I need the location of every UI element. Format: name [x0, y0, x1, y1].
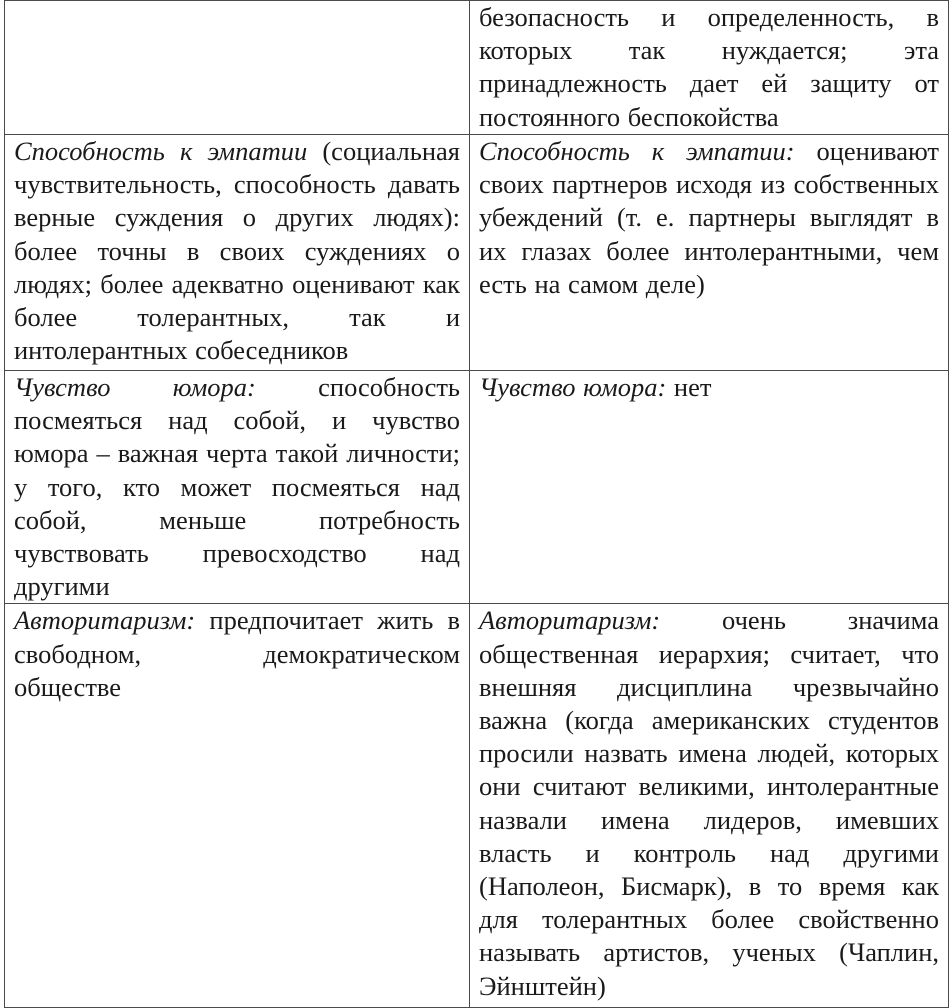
table-row-authoritarianism: [5, 604, 949, 1008]
table-cell-left: [5, 371, 470, 604]
cell-term: Авторитаризм:: [14, 605, 196, 636]
comparison-table: [4, 0, 949, 1008]
table-cell-left: [5, 604, 470, 1008]
cell-text: оценивают своих партнеров исходя из собственных убеждений (т. е. партнеры выглядят в их глазах более интолерантными, чем есть на самом деле): [479, 136, 939, 299]
table-cell-right: [470, 135, 949, 371]
cell-term: Способность к эмпатии: [14, 136, 308, 166]
cell-text: очень значима общественная иерархия; считает, что внешняя дисциплина чрезвычайно важна (когда американских студентов просили назвать имена людей, которых они считают великими, интолерантные назвали имена лидеров, имевших власть и контроль над другими (Наполеон, Бисмарк), в то время как для толерантных более свойственно называть артистов, ученых (Чаплин, Эйнштейн): [479, 605, 939, 1001]
table-cell-left: [5, 135, 470, 371]
table-cell-right: [470, 1, 949, 135]
cell-term: Чувство юмора:: [14, 372, 256, 402]
table-cell-right: [470, 371, 949, 604]
cell-term: Чувство юмора:: [479, 372, 667, 402]
cell-text: безопасность и определенность, в которых так нуждается; эта принадлежность дает ей защиту от постоянного беспокойства: [479, 2, 939, 132]
table-cell-left: [5, 1, 470, 135]
table-row-empathy: [5, 135, 949, 371]
cell-text: нет: [666, 372, 712, 402]
cell-text: способность посмеяться над собой, и чувство юмора – важная черта такой личности; у того, кто может посмеяться над собой, меньше потребность чувствовать превосходство над другими: [14, 372, 461, 602]
cell-term: Авторитаризм:: [479, 605, 661, 636]
cell-text: предпочитает жить в свободном, демократическом обществе: [14, 605, 460, 702]
table-cell-right: [470, 604, 949, 1008]
cell-text: (социальная чувствительность, способность давать верные суждения о других людях): более точны в своих суждениях о людях; более адекватно оценивают как более толерантных, так и интолерантных собеседников: [14, 136, 460, 366]
table-row-humor: [5, 371, 949, 604]
cell-term: Способность к эмпатии:: [479, 136, 795, 166]
table-row-security: [5, 1, 949, 135]
